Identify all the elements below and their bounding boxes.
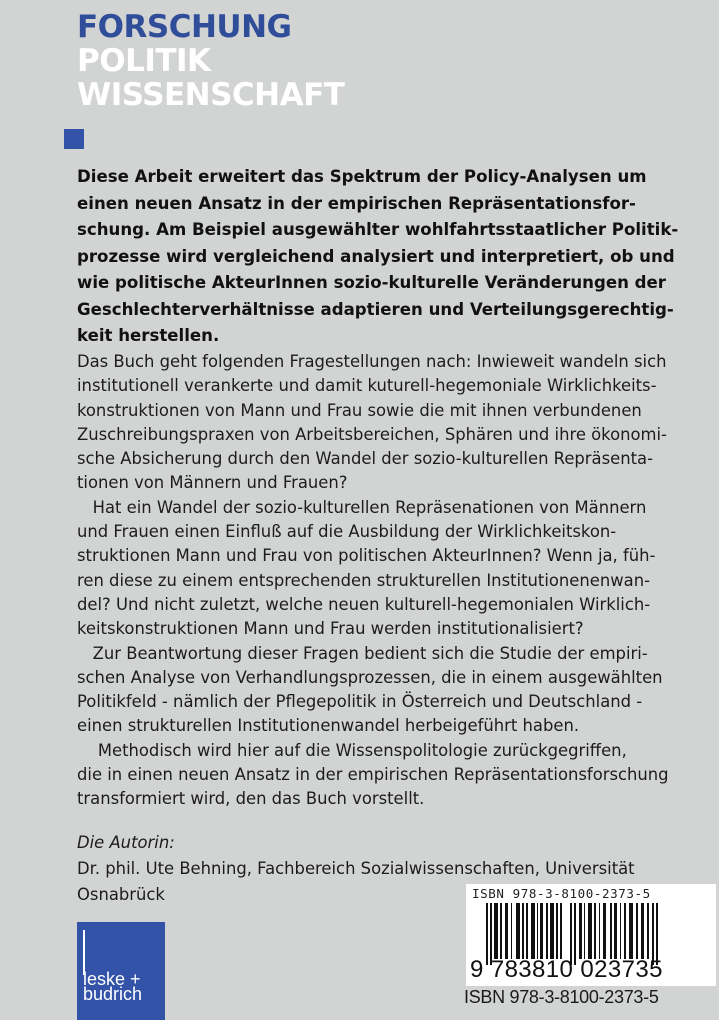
body-line: keitskonstruktionen Mann und Frau werden institutionalisiert? (77, 619, 584, 639)
isbn-label: ISBN 978-3-8100-2373-5 (464, 987, 659, 1007)
series-title (77, 10, 344, 112)
body-text (77, 350, 677, 812)
body-line: Methodisch wird hier auf die Wissenspolitologie zurückgegriffen, (77, 740, 627, 760)
lead-line: Geschlechterverhältnisse adaptieren und Verteilungsgerechtig- (77, 299, 674, 319)
publisher-line2: budrich (83, 984, 143, 1004)
barcode-digits: 9 783810 023735 (470, 956, 663, 983)
blue-square-decoration (64, 129, 84, 149)
body-line: und Frauen einen Einfluß auf die Ausbildung der Wirklichkeitskon- (77, 522, 617, 542)
isbn-barcode (466, 884, 716, 986)
author-line: Dr. phil. Ute Behning, Fachbereich Sozialwissenschaften, Universität (77, 859, 635, 878)
body-line: Zur Beantwortung dieser Fragen bedient sich die Studie der empiri- (77, 643, 648, 663)
body-line: einen strukturellen Institutionenwandel herbeigeführt haben. (77, 716, 580, 736)
body-line: Hat ein Wandel der sozio-kulturellen Repräsenationen von Männern (77, 497, 647, 517)
body-line: Das Buch geht folgenden Fragestellungen nach: Inwieweit wandeln sich (77, 352, 667, 371)
series-line-politik: POLITIK (77, 43, 211, 79)
lead-line: schung. Am Beispiel ausgewählter wohlfahrtsstaatlicher Politik- (77, 220, 679, 239)
body-line: sche Absicherung durch den Wandel der sozio-kulturellen Repräsenta- (77, 449, 653, 469)
barcode-isbn-top: ISBN 978-3-8100-2373-5 (472, 886, 651, 901)
lead-line: einen neuen Ansatz in der empirischen Repräsentationsfor- (77, 193, 636, 213)
lead-line: Diese Arbeit erweitert das Spektrum der Policy-Analysen um (77, 167, 647, 186)
body-line: Politikfeld - nämlich der Pflegepolitik in Österreich und Deutschland - (77, 692, 643, 712)
lead-line: wie politische AkteurInnen sozio-kulturelle Veränderungen der (77, 273, 666, 292)
body-line: del? Und nicht zuletzt, welche neuen kulturell-hegemonialen Wirklich- (77, 594, 651, 614)
body-line: die in einen neuen Ansatz in der empirischen Repräsentationsforschung (77, 765, 669, 785)
body-line: struktionen Mann und Frau von politischen AkteurInnen? Wenn ja, füh- (77, 546, 656, 566)
body-line: transformiert wird, den das Buch vorstellt. (77, 789, 425, 809)
publisher-line1: leske + (83, 969, 141, 989)
body-line: Zuschreibungspraxen von Arbeitsbereichen, Sphären und ihre ökonomi- (77, 424, 667, 444)
body-line: institutionell verankerte und damit kuturell-hegemoniale Wirklichkeits- (77, 376, 657, 396)
body-line: tionen von Männern und Frauen? (77, 473, 348, 493)
publisher-logo (77, 922, 165, 1020)
lead-line: prozesse wird vergleichend analysiert und interpretiert, ob und (77, 246, 675, 266)
series-line-forschung: FORSCHUNG (77, 9, 292, 45)
body-line: schen Analyse von Verhandlungsprozessen, die in einem ausgewählten (77, 667, 663, 687)
author-line: Osnabrück (77, 885, 165, 904)
series-line-wissenschaft: WISSENSCHAFT (77, 77, 345, 113)
author-label: Die Autorin: (77, 833, 175, 852)
lead-paragraph (77, 164, 679, 350)
body-line: konstruktionen von Mann und Frau sowie die mit ihnen verbundenen (77, 400, 642, 420)
body-line: ren diese zu einem entsprechenden strukturellen Institutionenenwan- (77, 570, 650, 590)
lead-line: keit herstellen. (77, 326, 220, 345)
